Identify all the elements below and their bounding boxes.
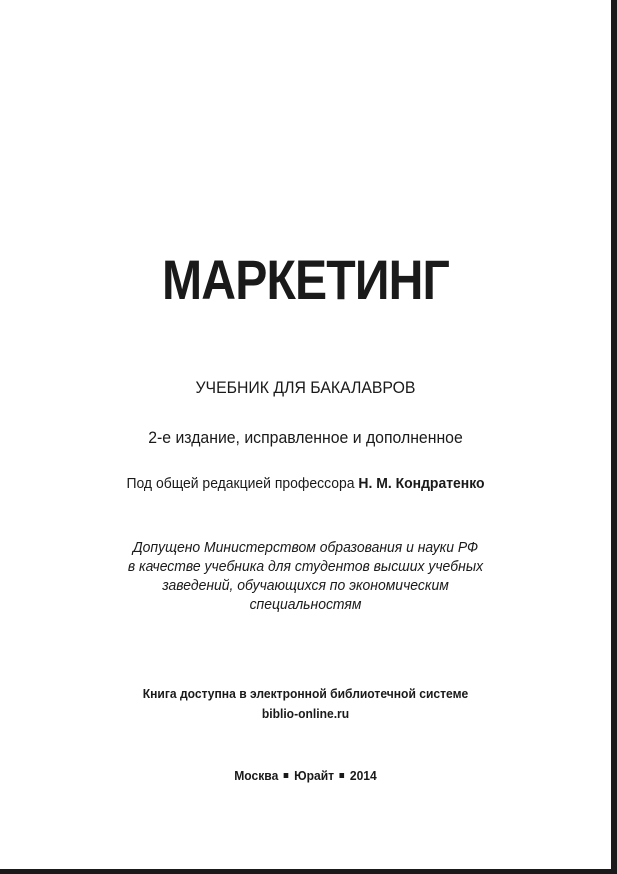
imprint-city: Москва [234,768,279,783]
approval-line: в качестве учебника для студентов высших учебных [127,558,484,575]
approval-line: специальностям [249,596,362,613]
availability-line: Книга доступна в электронной библиотечной системе [142,686,469,701]
book-subtitle: УЧЕБНИК ДЛЯ БАКАЛАВРОВ [195,378,416,397]
square-bullet-icon [284,773,289,778]
square-bullet-icon [340,773,345,778]
approval-line: заведений, обучающихся по экономическим [162,577,449,594]
editor-prefix: Под общей редакцией профессора [126,475,359,492]
book-title: МАРКЕТИНГ [162,248,449,311]
imprint [21,767,589,785]
approval-line: Допущено Министерством образования и науки РФ [132,539,479,556]
ministry-approval [21,538,589,614]
editor-credit [21,475,589,493]
library-url: biblio-online.ru [261,706,350,721]
imprint-publisher: Юрайт [294,768,335,783]
edition-note: 2-е издание, исправленное и дополненное [148,428,463,447]
editor-name: Н. М. Кондратенко [358,475,485,492]
availability-note [21,684,589,724]
imprint-year: 2014 [349,768,377,783]
